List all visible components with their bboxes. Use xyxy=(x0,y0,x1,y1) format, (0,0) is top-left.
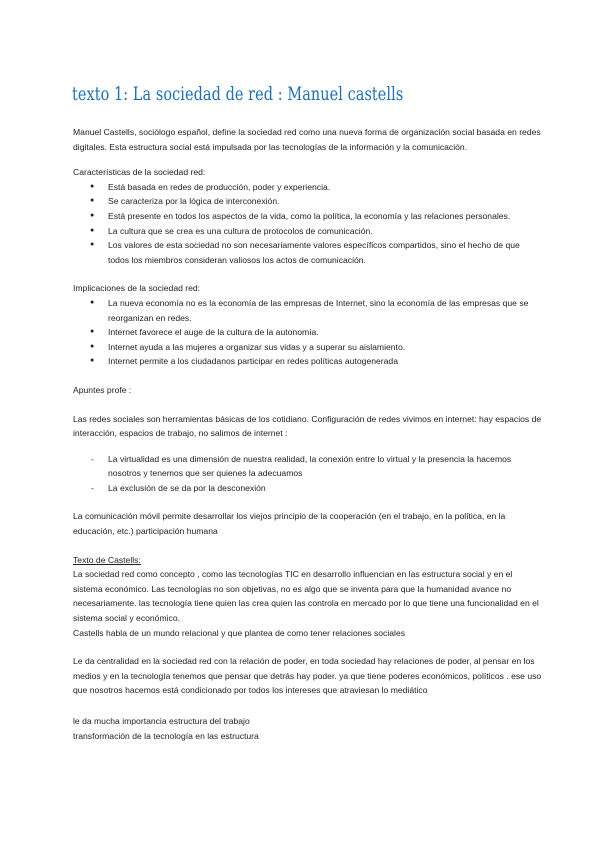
castells-paragraph-1: La sociedad red como concepto , como las tecnologías TIC en desarrollo influencian en las estructura social y en el sistema económico. Las tecnologías no son objetivas, no es algo que se inventa para que la humanidad avance no necesariamente. las tecnología tiene quien las crea quien las controla en mercado por lo que tiene una funcionalidad en el sistema social y económico. xyxy=(73,569,539,624)
apuntes-heading: Apuntes profe : xyxy=(73,384,132,395)
list-item: ● La cultura que se crea es una cultura de protocolos de comunicación. xyxy=(73,224,543,239)
castells-line-1: le da mucha importancia estructura del trabajo xyxy=(73,716,250,726)
comunicacion-paragraph: La comunicación móvil permite desarrollar los viejos principio de la cooperación (en el trabajo, en la política, en la educación, etc.) participación humana xyxy=(73,511,506,537)
implicaciones-heading: Implicaciones de la sociedad red: xyxy=(73,283,201,294)
implicaciones-list xyxy=(73,296,543,369)
document-body xyxy=(73,125,543,743)
texto-castells-heading: Texto de Castells: xyxy=(73,554,141,565)
castells-line-2: transformación de la tecnología en las estructura xyxy=(73,730,259,741)
castells-paragraph-2: Castells habla de un mundo relacional y que plantea de como tener relaciones sociales xyxy=(73,627,406,638)
intro-paragraph: Manuel Castells, sociólogo español, define la sociedad red como una nueva forma de organización social basada en redes digitales. Esta estructura social está impulsada por las tecnologías de la información y la comunicación. xyxy=(73,127,541,152)
list-item: ● Se caracteriza por la lógica de interconexión. xyxy=(73,194,543,209)
caracteristicas-heading: Características de la sociedad red: xyxy=(73,167,206,178)
list-item: ● Internet ayuda a las mujeres a organizar sus vidas y a superar su aislamiento. xyxy=(73,340,543,355)
list-item: - La exclusión de se da por la desconexión xyxy=(73,481,543,496)
list-item: - La virtualidad es una dimensión de nuestra realidad, la conexión entre lo virtual y la presencia la hacemos nosotros y tenemos que ser quienes la adecuamos xyxy=(73,452,543,481)
list-item: ● Está basada en redes de producción, poder y experiencia. xyxy=(73,180,543,195)
list-item: ● Está presente en todos los aspectos de la vida, como la política, la economía y las relaciones personales. xyxy=(73,209,543,224)
caracteristicas-list xyxy=(73,180,543,268)
list-item: ● Los valores de esta sociedad no son necesariamente valores específicos compartidos, sino el hecho de que todos los miembros consideran valiosos los actos de comunicación. xyxy=(73,238,543,267)
list-item: ● Internet permite a los ciudadanos participar en redes políticas autogenerada xyxy=(73,354,543,369)
list-item: ● Internet favorece el auge de la cultura de la autonomía. xyxy=(73,325,543,340)
page-title: texto 1: La sociedad de red : Manuel castells xyxy=(72,84,404,105)
list-item: ● La nueva economía no es la economía de las empresas de Internet, sino la economía de las empresas que se reorganizan en redes. xyxy=(73,296,543,325)
apuntes-paragraph: Las redes sociales son herramientas básicas de los cotidiano. Configuración de redes vivimos en internet: hay espacios de interacción, espacios de trabajo, no salimos de internet : xyxy=(73,413,542,439)
apuntes-list xyxy=(73,452,543,496)
castells-paragraph-3: Le da centralidad en la sociedad red con la relación de poder, en toda sociedad hay relaciones de poder, al pensar en los medios y en la tecnología tenemos que pensar que detrás hay poder. ya que tiene poderes económicos, políticos . ese uso que nosotros hacemos está condicionado por todos los intereses que atraviesan lo mediático xyxy=(73,656,542,696)
